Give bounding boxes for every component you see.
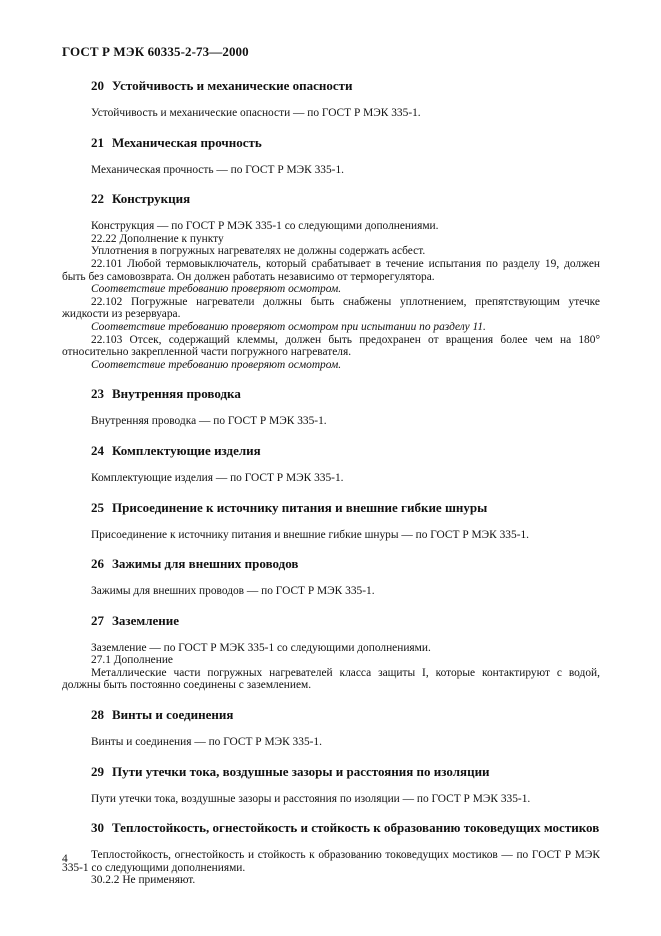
section-number: 25	[91, 499, 104, 515]
paragraph: Уплотнения в погружных нагревателях не должны содержать асбест.	[91, 245, 426, 258]
section-title	[91, 556, 600, 571]
section-heading-text: Присоединение к источнику питания и внешние гибкие шнуры	[112, 499, 488, 515]
section-22	[62, 191, 600, 371]
standard-header: ГОСТ Р МЭК 60335-2-73—2000	[62, 44, 249, 59]
section-number: 29	[91, 763, 104, 779]
paragraph: Теплостойкость, огнестойкость и стойкость к образованию токоведущих мостиков — по ГОСТ Р МЭК 335-1 со следующими дополнениями.	[62, 849, 600, 874]
paragraph: Зажимы для внешних проводов — по ГОСТ Р МЭК 335-1.	[91, 585, 375, 598]
paragraph: Конструкция — по ГОСТ Р МЭК 335-1 со следующими дополнениями.	[91, 220, 439, 233]
section-title	[91, 500, 600, 515]
paragraph: 22.101 Любой термовыключатель, который срабатывает в течение испытания по разделу 19, должен быть без самовозврата. Он должен работать независимо от терморегулятора.	[62, 257, 600, 283]
section-25	[62, 500, 600, 542]
section-title	[91, 386, 600, 401]
section-26	[62, 556, 600, 598]
paragraph: Пути утечки тока, воздушные зазоры и расстояния по изоляции — по ГОСТ Р МЭК 335-1.	[91, 792, 531, 805]
paragraph: Механическая прочность — по ГОСТ Р МЭК 335-1.	[91, 163, 345, 176]
paragraph: Заземление — по ГОСТ Р МЭК 335-1 со следующими дополнениями.	[91, 641, 431, 654]
section-heading-text: Устойчивость и механические опасности	[112, 78, 353, 93]
section-number: 21	[91, 134, 104, 150]
paragraph: Металлические части погружных нагревателей класса защиты I, которые контактируют с водой, должны быть постоянно соединены с заземлением.	[62, 666, 600, 692]
paragraph: 27.1 Дополнение	[91, 654, 173, 667]
section-number: 20	[91, 78, 104, 93]
compliance-note: Соответствие требованию проверяют осмотром.	[91, 283, 342, 296]
compliance-note: Соответствие требованию проверяют осмотром при испытании по разделу 11.	[91, 320, 486, 333]
section-heading-text: Пути утечки тока, воздушные зазоры и расстояния по изоляции	[112, 763, 490, 779]
section-number: 27	[91, 612, 104, 628]
paragraph: 22.22 Дополнение к пункту	[91, 232, 224, 245]
paragraph: Присоединение к источнику питания и внешние гибкие шнуры — по ГОСТ Р МЭК 335-1.	[91, 528, 530, 541]
document-body	[62, 78, 600, 902]
section-heading-text: Теплостойкость, огнестойкость и стойкость к образованию токоведущих мостиков	[112, 820, 600, 836]
section-title	[91, 78, 600, 93]
section-heading-text: Механическая прочность	[112, 134, 262, 150]
paragraph: Внутренняя проводка — по ГОСТ Р МЭК 335-1.	[91, 415, 327, 428]
section-heading-text: Заземление	[112, 612, 180, 628]
section-title	[91, 135, 600, 150]
section-number: 30	[91, 820, 104, 836]
section-title	[91, 764, 600, 779]
section-number: 22	[91, 191, 104, 207]
section-title	[91, 191, 600, 206]
section-title	[91, 707, 600, 722]
section-title	[91, 443, 600, 458]
section-heading-text: Комплектующие изделия	[112, 442, 261, 458]
section-28	[62, 707, 600, 749]
section-number: 28	[91, 707, 104, 723]
page-number: 4	[62, 853, 68, 865]
section-29	[62, 764, 600, 806]
paragraph: 22.103 Отсек, содержащий клеммы, должен быть предохранен от вращения более чем на 180° относительно закрепленной части погружного нагревателя.	[62, 333, 600, 359]
section-title	[91, 613, 600, 628]
section-20	[62, 78, 600, 120]
paragraph: Комплектующие изделия — по ГОСТ Р МЭК 335-1.	[91, 471, 344, 484]
section-number: 24	[91, 442, 104, 458]
paragraph: Винты и соединения — по ГОСТ Р МЭК 335-1.	[91, 736, 322, 749]
section-number: 26	[91, 556, 104, 572]
paragraph: 30.2.2 Не применяют.	[91, 874, 196, 887]
section-23	[62, 386, 600, 428]
paragraph: 22.102 Погружные нагреватели должны быть снабжены уплотнением, препятствующим утечке жидкости из резервуара.	[62, 295, 600, 321]
section-21	[62, 135, 600, 177]
section-heading-text: Внутренняя проводка	[112, 386, 241, 402]
section-title	[91, 820, 600, 835]
section-number: 23	[91, 386, 104, 402]
section-heading-text: Конструкция	[112, 191, 191, 207]
section-30	[62, 820, 600, 887]
paragraph: Устойчивость и механические опасности — по ГОСТ Р МЭК 335-1.	[91, 107, 421, 119]
section-24	[62, 443, 600, 485]
section-heading-text: Зажимы для внешних проводов	[112, 556, 299, 572]
compliance-note: Соответствие требованию проверяют осмотром.	[91, 358, 342, 371]
section-heading-text: Винты и соединения	[112, 707, 234, 723]
section-27	[62, 613, 600, 692]
